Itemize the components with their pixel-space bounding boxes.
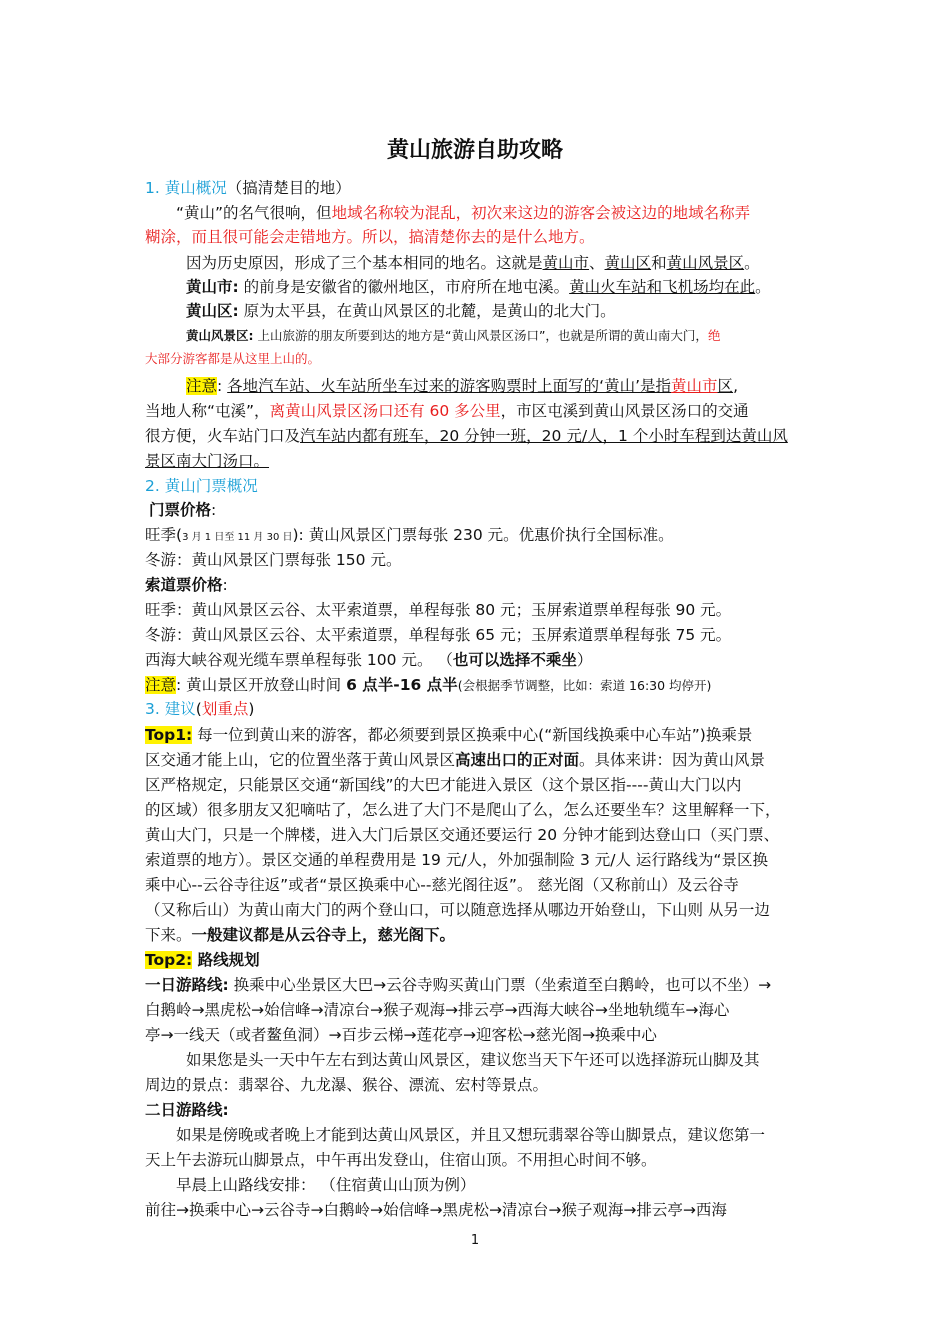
text-span: 很方便，火车站门口及 (145, 427, 301, 445)
paragraph-line: 的区域）很多朋友又犯嘀咕了，怎么进了大门不是爬山了么，怎么还要坐车？这里解释一下， (145, 801, 781, 819)
text-span: 的前身是安徽省的徽州地区，市府所在地屯溪。 (238, 278, 570, 296)
red-text: 地域名称较为混乱，初次来这边的游客会被这边的地域名称弄 (331, 204, 751, 222)
text-span: 下来。 (145, 926, 192, 944)
bold-text: 6 点半-16 点半 (346, 676, 458, 694)
bold-text: 一般建议都是从云谷寺上，慈光阁下。 (191, 926, 456, 944)
section-title: 黄山门票概况 (164, 477, 258, 495)
underlined-text: 黄山风景区 (666, 254, 745, 272)
bold-text: 路线规划 (192, 951, 260, 969)
underlined-text: 各地汽车站、火车站所坐车过来的游客购票时上面写的‘黄山’是指 (227, 377, 672, 395)
text-span: : (222, 576, 228, 594)
section-1-heading (145, 176, 815, 200)
text-span: ): 黄山风景区门票每张 230 元。优惠价执行全国标准。 (292, 526, 674, 544)
text-span: 。 (755, 278, 771, 296)
text-span: 、 (589, 254, 605, 272)
paragraph-line (186, 251, 856, 275)
small-text: 3 月 1 日至 11 月 30 日 (182, 532, 293, 543)
paragraph-line: 天上午去游玩山脚景点，中午再出发登山，住宿山顶。不用担心时间不够。 (145, 1151, 657, 1169)
text-span: : (217, 377, 228, 395)
section-number: 2. (145, 477, 160, 495)
paragraph-line (145, 648, 815, 672)
paragraph-line: 旺季：黄山风景区云谷、太平索道票，单程每张 80 元；玉屏索道票单程每张 90 元。 (145, 601, 732, 619)
paragraph-line (145, 523, 815, 547)
paragraph-line: 乘中心--云谷寺往返”或者“景区换乘中心--慈光阁往返”。 慈光阁（又称前山）及云谷寺 (145, 876, 739, 894)
text-span: 西海大峡谷观光缆车票单程每张 100 元。 （ (145, 651, 453, 669)
paragraph-line: 周边的景点：翡翠谷、九龙瀑、猴谷、漂流、宏村等景点。 (145, 1076, 549, 1094)
paragraph-line: 糊涂，而且很可能会走错地方。所以，搞清楚你去的是什么地方。 (145, 228, 595, 246)
paragraph-line (145, 973, 815, 997)
text-span: : (211, 501, 217, 519)
bold-text: 高速出口的正对面 (455, 751, 580, 769)
bold-label: 黄山风景区: (186, 328, 254, 343)
page-number: 1 (470, 1233, 480, 1248)
paragraph-line: 区严格规定，只能景区交通“新国线”的大巴才能进入景区（这个景区指----黄山大门以内 (145, 776, 742, 794)
text-span: ） (576, 651, 593, 669)
text-span: 当地人称“屯溪”， (145, 402, 270, 420)
paragraph-line (145, 948, 815, 972)
text-span: 和 (651, 254, 667, 272)
paragraph-line: 白鹅岭→黑虎松→始信峰→清凉台→猴子观海→排云亭→西海大峡谷→坐地轨缆车→海心 (145, 1001, 730, 1019)
paragraph-line (145, 673, 815, 697)
paragraph-line (186, 299, 856, 323)
paragraph-line (145, 399, 815, 423)
section-title: 黄山概况 (164, 179, 227, 197)
section-number: 3. (145, 700, 160, 718)
paragraph-line: 早晨上山路线安排： （住宿黄山山顶为例） (176, 1176, 476, 1194)
bold-label: 黄山区: (186, 302, 239, 320)
red-text: 划重点 (201, 700, 249, 718)
text-span: ，市区屯溪到黄山风景区汤口的交通 (500, 402, 749, 420)
paragraph-line: 景区南大门汤口。 (145, 452, 270, 470)
paragraph-line: 亭→一线天（或者鳌鱼洞）→百步云梯→莲花亭→迎客松→慈光阁→换乘中心 (145, 1026, 657, 1044)
bold-label: 二日游路线: (145, 1101, 229, 1119)
text-span: 旺季( (145, 526, 183, 544)
highlight-label: Top2: (145, 951, 193, 969)
paragraph-line (149, 498, 819, 522)
red-underlined-text: 黄山市 (671, 377, 718, 395)
paragraph-line: 如果您是头一天中午左右到达黄山风景区，建议您当天下午还可以选择游玩山脚及其 (186, 1051, 760, 1069)
highlight-label: 注意 (186, 377, 218, 395)
red-text: 离黄山风景区汤口还有 60 多公里 (269, 402, 501, 420)
underlined-text: 区 (717, 377, 734, 395)
paragraph-line: 索道票的地方）。景区交通的单程费用是 19 元/人，外加强制险 3 元/人 运行路线为“景区换 (145, 851, 768, 869)
bold-text: 也可以选择不乘坐 (452, 651, 577, 669)
text-span: 上山旅游的朋友所要到达的地方是“黄山风景区汤口”，也就是所谓的黄山南大门， (253, 328, 708, 343)
text-span: 因为历史原因，形成了三个基本相同的地名。这就是 (186, 254, 543, 272)
underlined-text: 黄山火车站和飞机场均在此 (569, 278, 756, 296)
bold-label: 索道票价格 (145, 576, 223, 594)
paragraph-line: 大部分游客都是从这里上山的。 (145, 351, 321, 366)
underlined-text: 黄山市 (542, 254, 590, 272)
small-text: (会根据季节调整，比如：索道 16:30 均停开) (457, 678, 712, 693)
section-2-heading (145, 474, 815, 498)
paragraph-line (186, 324, 856, 348)
text-span: 。具体来讲：因为黄山风景 (579, 751, 766, 769)
bold-label: 黄山市: (186, 278, 239, 296)
highlight-label: Top1: (145, 726, 193, 744)
paragraph-line (145, 573, 815, 597)
red-text: 绝 (707, 328, 721, 343)
bold-label: 一日游路线: (145, 976, 229, 994)
paragraph-line: 前往→换乘中心→云谷寺→白鹅岭→始信峰→黑虎松→清凉台→猴子观海→排云亭→西海 (145, 1201, 727, 1219)
paragraph-line (145, 723, 815, 747)
bold-label: 门票价格 (149, 501, 212, 519)
underlined-text: 黄山区 (604, 254, 652, 272)
section-number: 1. (145, 179, 160, 197)
text-span: 换乘中心坐景区大巴→云谷寺购买黄山门票（坐索道至白鹅岭，也可以不坐）→ (228, 976, 772, 994)
paragraph-line (186, 275, 856, 299)
paragraph-line (145, 923, 815, 947)
document-title: 黄山旅游自助攻略 (386, 138, 563, 163)
paragraph-line: 冬游：黄山风景区门票每张 150 元。 (145, 551, 402, 569)
section-title: 建议 (164, 700, 196, 718)
text-span: 每一位到黄山来的游客，都必须要到景区换乘中心(“新国线换乘中心车站”)换乘景 (192, 726, 753, 744)
highlight-label: 注意 (145, 676, 177, 694)
text-span: : 黄山景区开放登山时间 (176, 676, 347, 694)
text-span: 。 (744, 254, 760, 272)
text-span: 原为太平县，在黄山风景区的北麓，是黄山的北大门。 (238, 302, 616, 320)
underlined-text: 汽车站内都有班车，20 分钟一班，20 元/人，1 个小时车程到达黄山风 (300, 427, 788, 445)
paragraph-line (186, 374, 856, 398)
section-subtitle: （搞清楚目的地） (226, 179, 351, 197)
text-span: 区交通才能上山，它的位置坐落于黄山风景区 (145, 751, 456, 769)
paragraph-line: 冬游：黄山风景区云谷、太平索道票，单程每张 65 元；玉屏索道票单程每张 75 元。 (145, 626, 732, 644)
paragraph-line (145, 748, 815, 772)
text-span: , (733, 377, 738, 395)
paragraph-line (176, 201, 846, 225)
paragraph-line: （又称后山）为黄山南大门的两个登山口，可以随意选择从哪边开始登山，下山则 从另一边 (145, 901, 770, 919)
section-3-heading (145, 697, 815, 721)
paragraph-line: 如果是傍晚或者晚上才能到达黄山风景区，并且又想玩翡翠谷等山脚景点，建议您第一 (176, 1126, 766, 1144)
paragraph-line (145, 424, 815, 448)
paragraph-line: 黄山大门，只是一个牌楼，进入大门后景区交通还要运行 20 分钟才能到达登山口（买门票、 (145, 826, 780, 844)
text-span: “黄山”的名气很响，但 (176, 204, 332, 222)
text-span: ( (195, 700, 202, 718)
text-span: ) (248, 700, 255, 718)
